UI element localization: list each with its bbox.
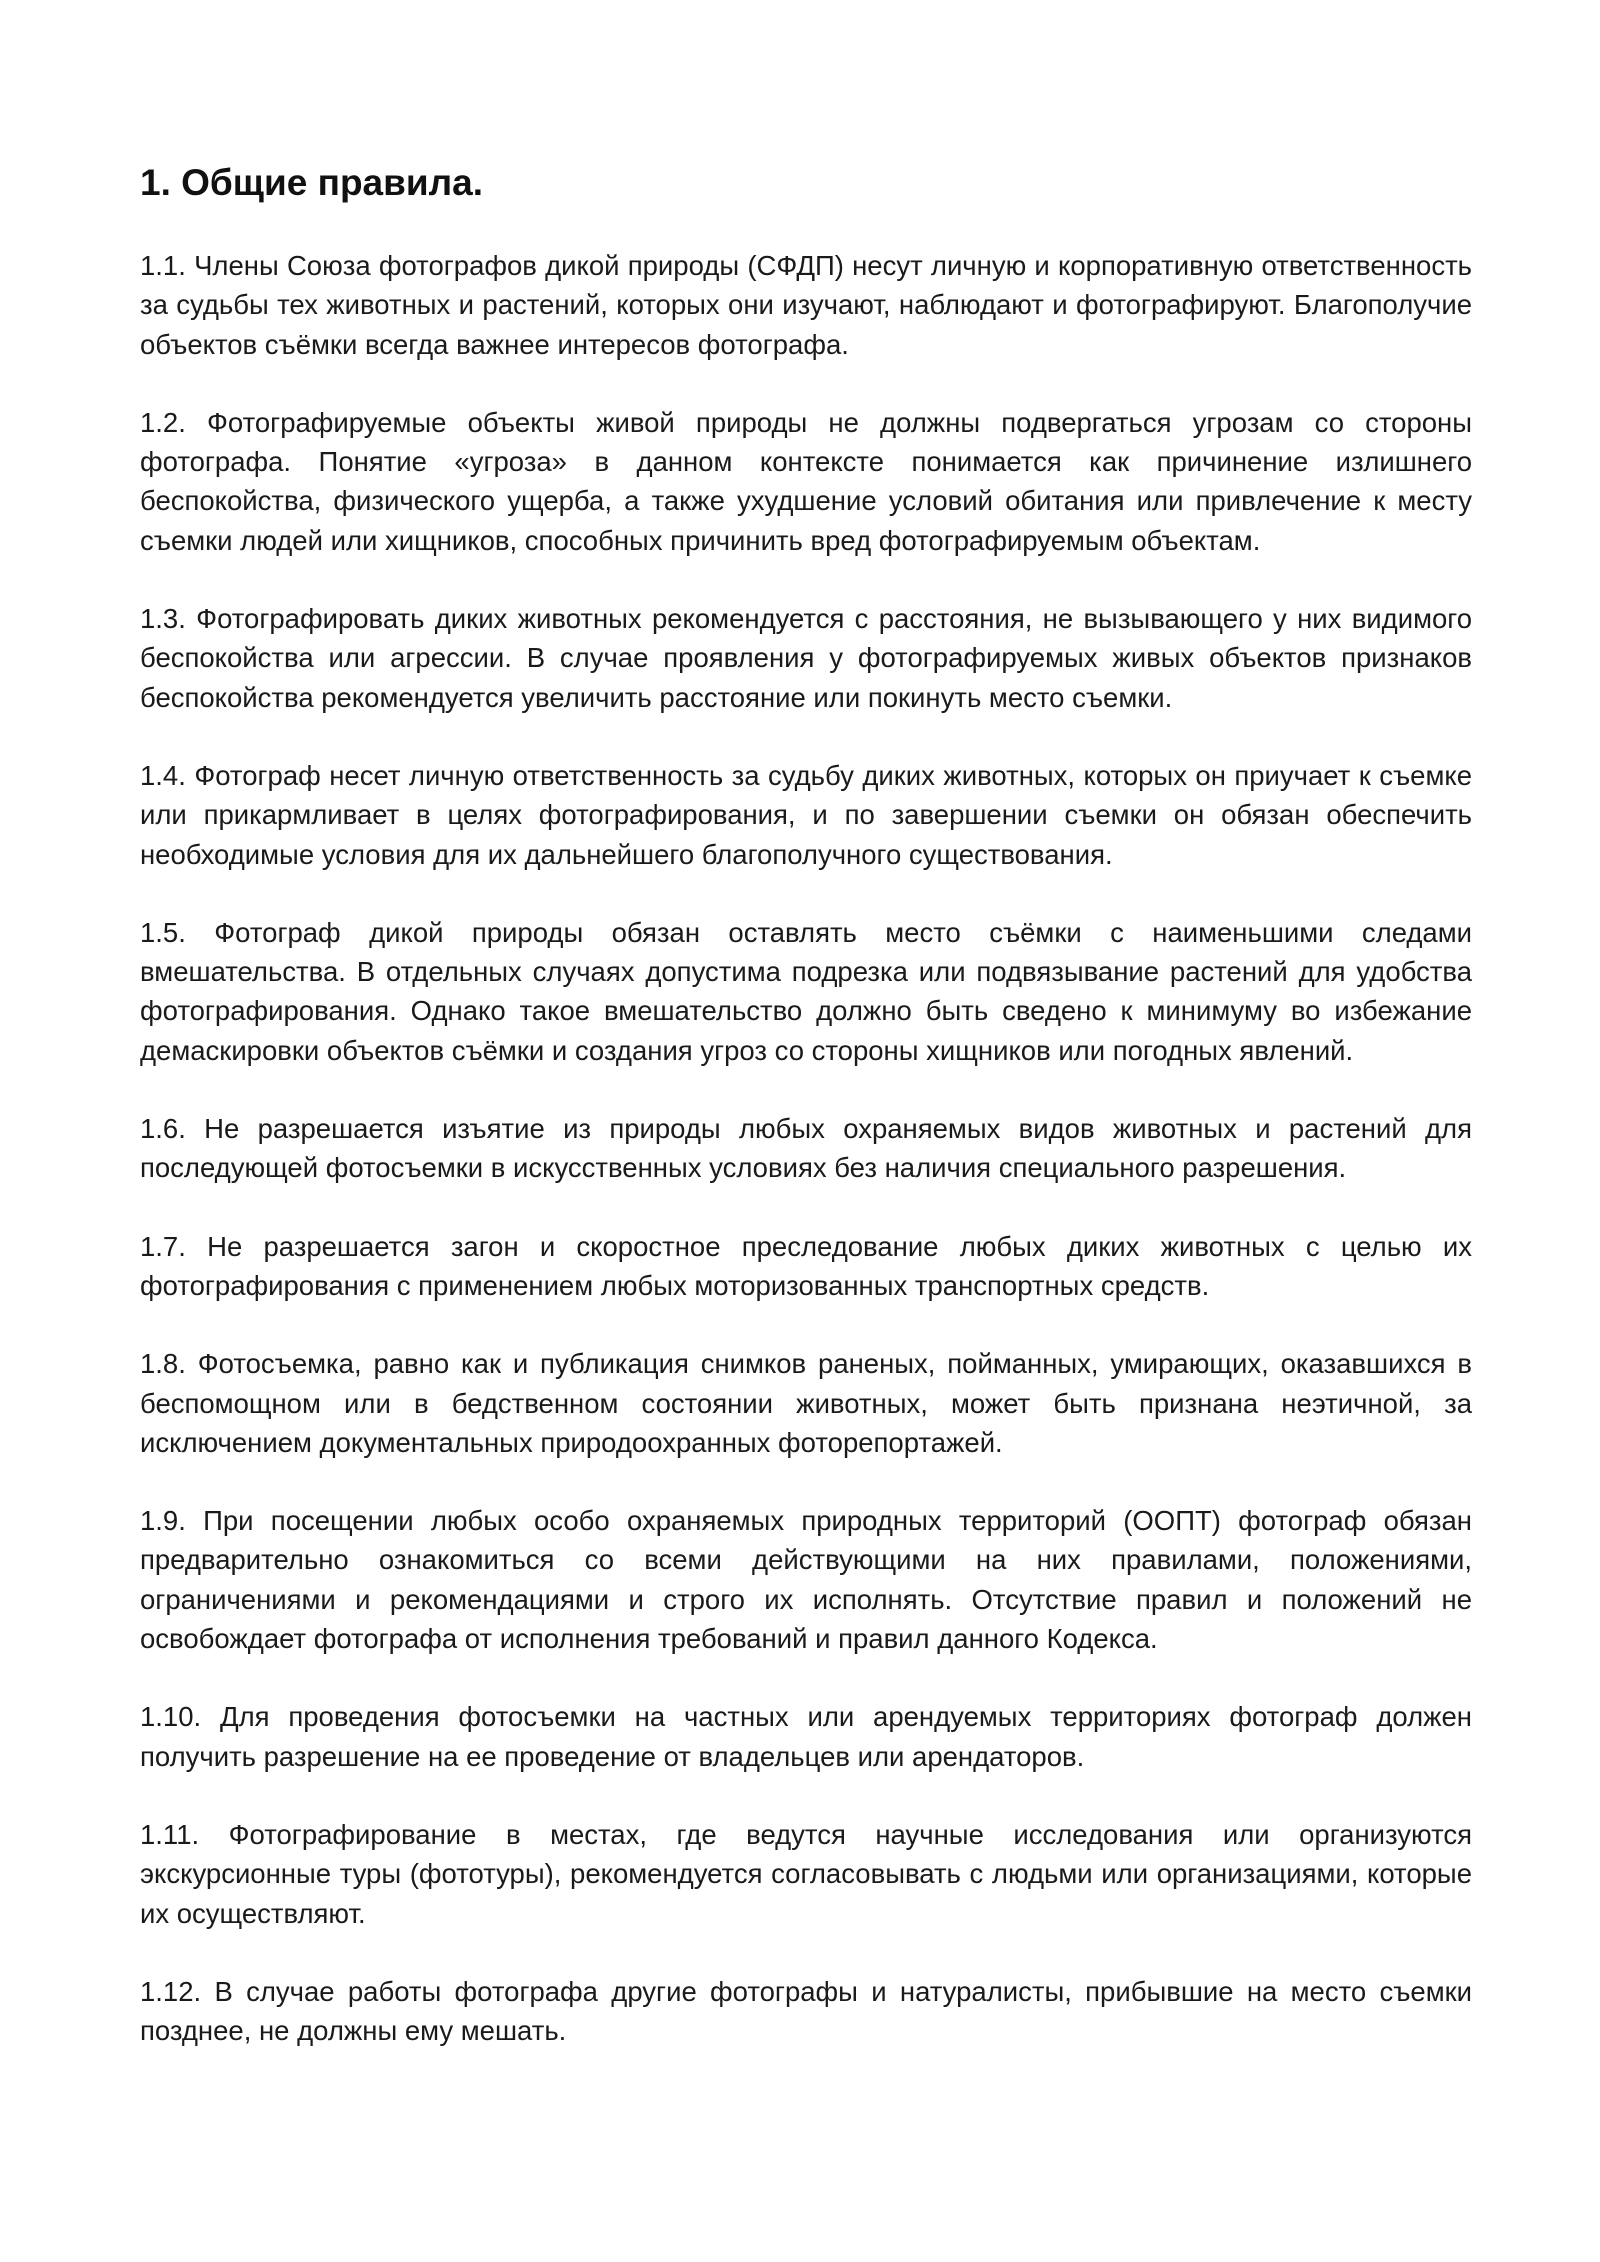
- rule-1-11: 1.11. Фотографирование в местах, где ведутся научные исследования или организуются экскурсионные туры (фототуры), рекомендуется согласовывать с людьми или организациями, которые их осуществляют.: [140, 1818, 1472, 1929]
- rule-1-12: 1.12. В случае работы фотографа другие фотографы и натуралисты, прибывшие на место съемки позднее, не должны ему мешать.: [140, 1975, 1472, 2047]
- rule-1-1: 1.1. Члены Союза фотографов дикой природы (СФДП) несут личную и корпоративную ответственность за судьбы тех животных и растений, которых они изучают, наблюдают и фотографируют. Благополучие объектов съёмки всегда важнее интересов фотографа.: [140, 250, 1472, 360]
- rule-1-8: 1.8. Фотосъемка, равно как и публикация снимков раненых, пойманных, умирающих, оказавшихся в беспомощном или в бедственном состоянии животных, может быть признана неэтичной, за исключением документальных природоохранных фоторепортажей.: [140, 1348, 1472, 1458]
- rule-1-4: 1.4. Фотограф несет личную ответственность за судьбу диких животных, которых он приучает к съемке или прикармливает в целях фотографирования, и по завершении съемки он обязан обеспечить необходимые условия для их дальнейшего благополучного существования.: [140, 759, 1472, 870]
- rule-1-5: 1.5. Фотограф дикой природы обязан оставлять место съёмки с наименьшими следами вмешательства. В отдельных случаях допустима подрезка или подвязывание растений для удобства фотографирования. Однако такое вмешательство должно быть сведено к минимуму во избежание демаскировки объектов съёмки и создания угроз со стороны хищников или погодных явлений.: [140, 916, 1472, 1066]
- rule-1-6: 1.6. Не разрешается изъятие из природы любых охраняемых видов животных и растений для последующей фотосъемки в искусственных условиях без наличия специального разрешения.: [140, 1113, 1472, 1184]
- rule-1-2: 1.2. Фотографируемые объекты живой природы не должны подвергаться угрозам со стороны фотографа. Понятие «угроза» в данном контексте понимается как причинение излишнего беспокойства, физического ущерба, а также ухудшение условий обитания или привлечение к месту съемки людей или хищников, способных причинить вред фотографируемым объектам.: [140, 406, 1472, 556]
- rule-1-9: 1.9. При посещении любых особо охраняемых природных территорий (ООПТ) фотограф обязан предварительно ознакомиться со всеми действующими на них правилами, положениями, ограничениями и рекомендациями и строго их исполнять. Отсутствие правил и положений не освобождает фотографа от исполнения требований и правил данного Кодекса.: [140, 1505, 1472, 1655]
- rule-1-10: 1.10. Для проведения фотосъемки на частных или арендуемых территориях фотограф должен получить разрешение на ее проведение от владельцев или арендаторов.: [140, 1701, 1472, 1772]
- rule-1-7: 1.7. Не разрешается загон и скоростное преследование любых диких животных с целью их фотографирования с применением любых моторизованных транспортных средств.: [140, 1230, 1472, 1301]
- document-body: [140, 160, 1472, 2089]
- section-title: 1. Общие правила.: [140, 162, 483, 203]
- rule-1-3: 1.3. Фотографировать диких животных рекомендуется с расстояния, не вызывающего у них видимого беспокойства или агрессии. В случае проявления у фотографируемых живых объектов признаков беспокойства рекомендуется увеличить расстояние или покинуть место съемки.: [140, 603, 1472, 713]
